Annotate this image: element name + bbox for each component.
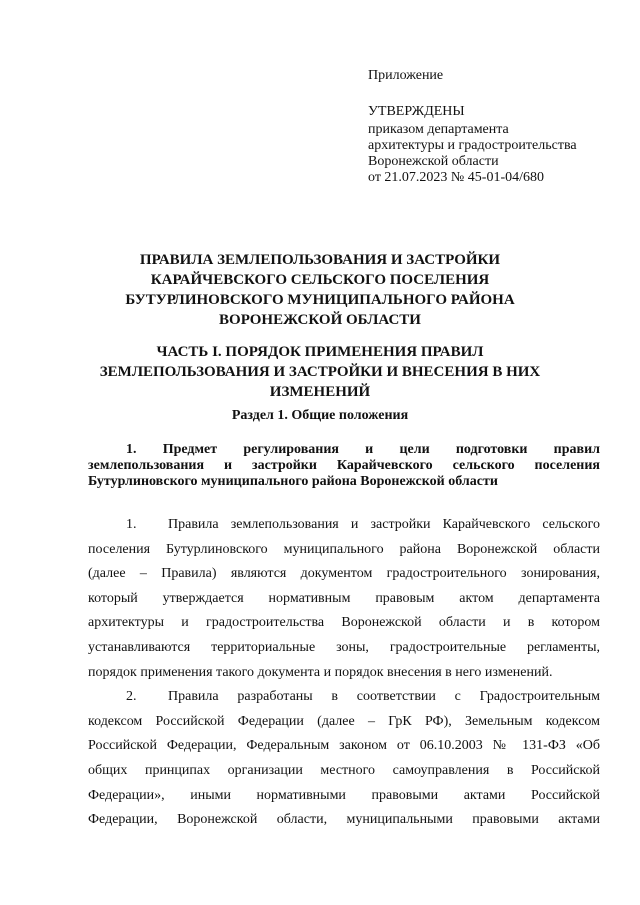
approval-line: Воронежской области [368,154,499,169]
subject-line: землепользования и застройки Карайчевского сельского поселения [88,458,600,473]
approval-line: архитектуры и градостроительства [368,138,577,153]
title-line: ПРАВИЛА ЗЕМЛЕПОЛЬЗОВАНИЯ И ЗАСТРОЙКИ [139,252,501,268]
approved-label: УТВЕРЖДЕНЫ [368,104,465,119]
paragraph-line: порядок применения такого документа и порядок внесения в него изменений. [88,664,553,680]
paragraph-line [88,685,600,710]
paragraph-line: который утверждается нормативным правовым актом департамента [88,590,600,606]
paragraph-line: устанавливаются территориальные зоны, градостроительные регламенты, [88,639,600,655]
part-title-line: ЗЕМЛЕПОЛЬЗОВАНИЯ И ЗАСТРОЙКИ И ВНЕСЕНИЯ В НИХ [99,364,541,380]
section-title: Раздел 1. Общие положения [231,408,409,423]
document-body [88,513,600,833]
paragraph-1 [88,513,600,685]
document-title [88,250,552,330]
paragraph-line: Российской Федерации, Федеральным законом от 06.10.2003 № 131-ФЗ «Об [88,738,600,754]
paragraph-2 [88,685,600,833]
title-line: БУТУРЛИНОВСКОГО МУНИЦИПАЛЬНОГО РАЙОНА [125,292,515,308]
approval-line: приказом департамента [368,122,509,137]
part-title-line: ЧАСТЬ I. ПОРЯДОК ПРИМЕНЕНИЯ ПРАВИЛ [156,344,484,360]
paragraph-number: 1. [126,517,137,532]
paragraph-text: Правила разработаны в соответствии с Градостроительным [168,689,600,705]
part-title [88,342,552,402]
paragraph-line: Федерации, Воронежской области, муниципальными правовыми актами [88,812,600,828]
paragraph-line: (далее – Правила) являются документом градостроительного зонирования, [88,566,600,582]
paragraph-line: архитектуры и градостроительства Воронежской области и в котором [88,615,600,631]
title-line: КАРАЙЧЕВСКОГО СЕЛЬСКОГО ПОСЕЛЕНИЯ [150,272,490,288]
title-line: ВОРОНЕЖСКОЙ ОБЛАСТИ [219,312,421,328]
appendix-label: Приложение [368,68,444,83]
subject-line: 1. Предмет регулирования и цели подготовки правил [126,442,600,457]
paragraph-text: Правила землепользования и застройки Карайчевского сельского [168,517,600,532]
subject-line: Бутурлиновского муниципального района Воронежской области [88,474,498,489]
approval-block [368,68,628,186]
subject-heading [88,442,600,490]
approval-line: от 21.07.2023 № 45-01-04/680 [368,170,545,185]
paragraph-line: общих принципах организации местного самоуправления в Российской [88,762,600,778]
paragraph-line: поселения Бутурлиновского муниципального района Воронежской области [88,541,600,557]
part-title-line: ИЗМЕНЕНИЙ [269,384,371,400]
paragraph-line: Федерации», иными нормативными правовыми актами Российской [88,787,600,803]
paragraph-line: кодексом Российской Федерации (далее – ГрК РФ), Земельным кодексом [88,713,600,729]
paragraph-number: 2. [126,689,137,705]
paragraph-line [88,513,600,538]
